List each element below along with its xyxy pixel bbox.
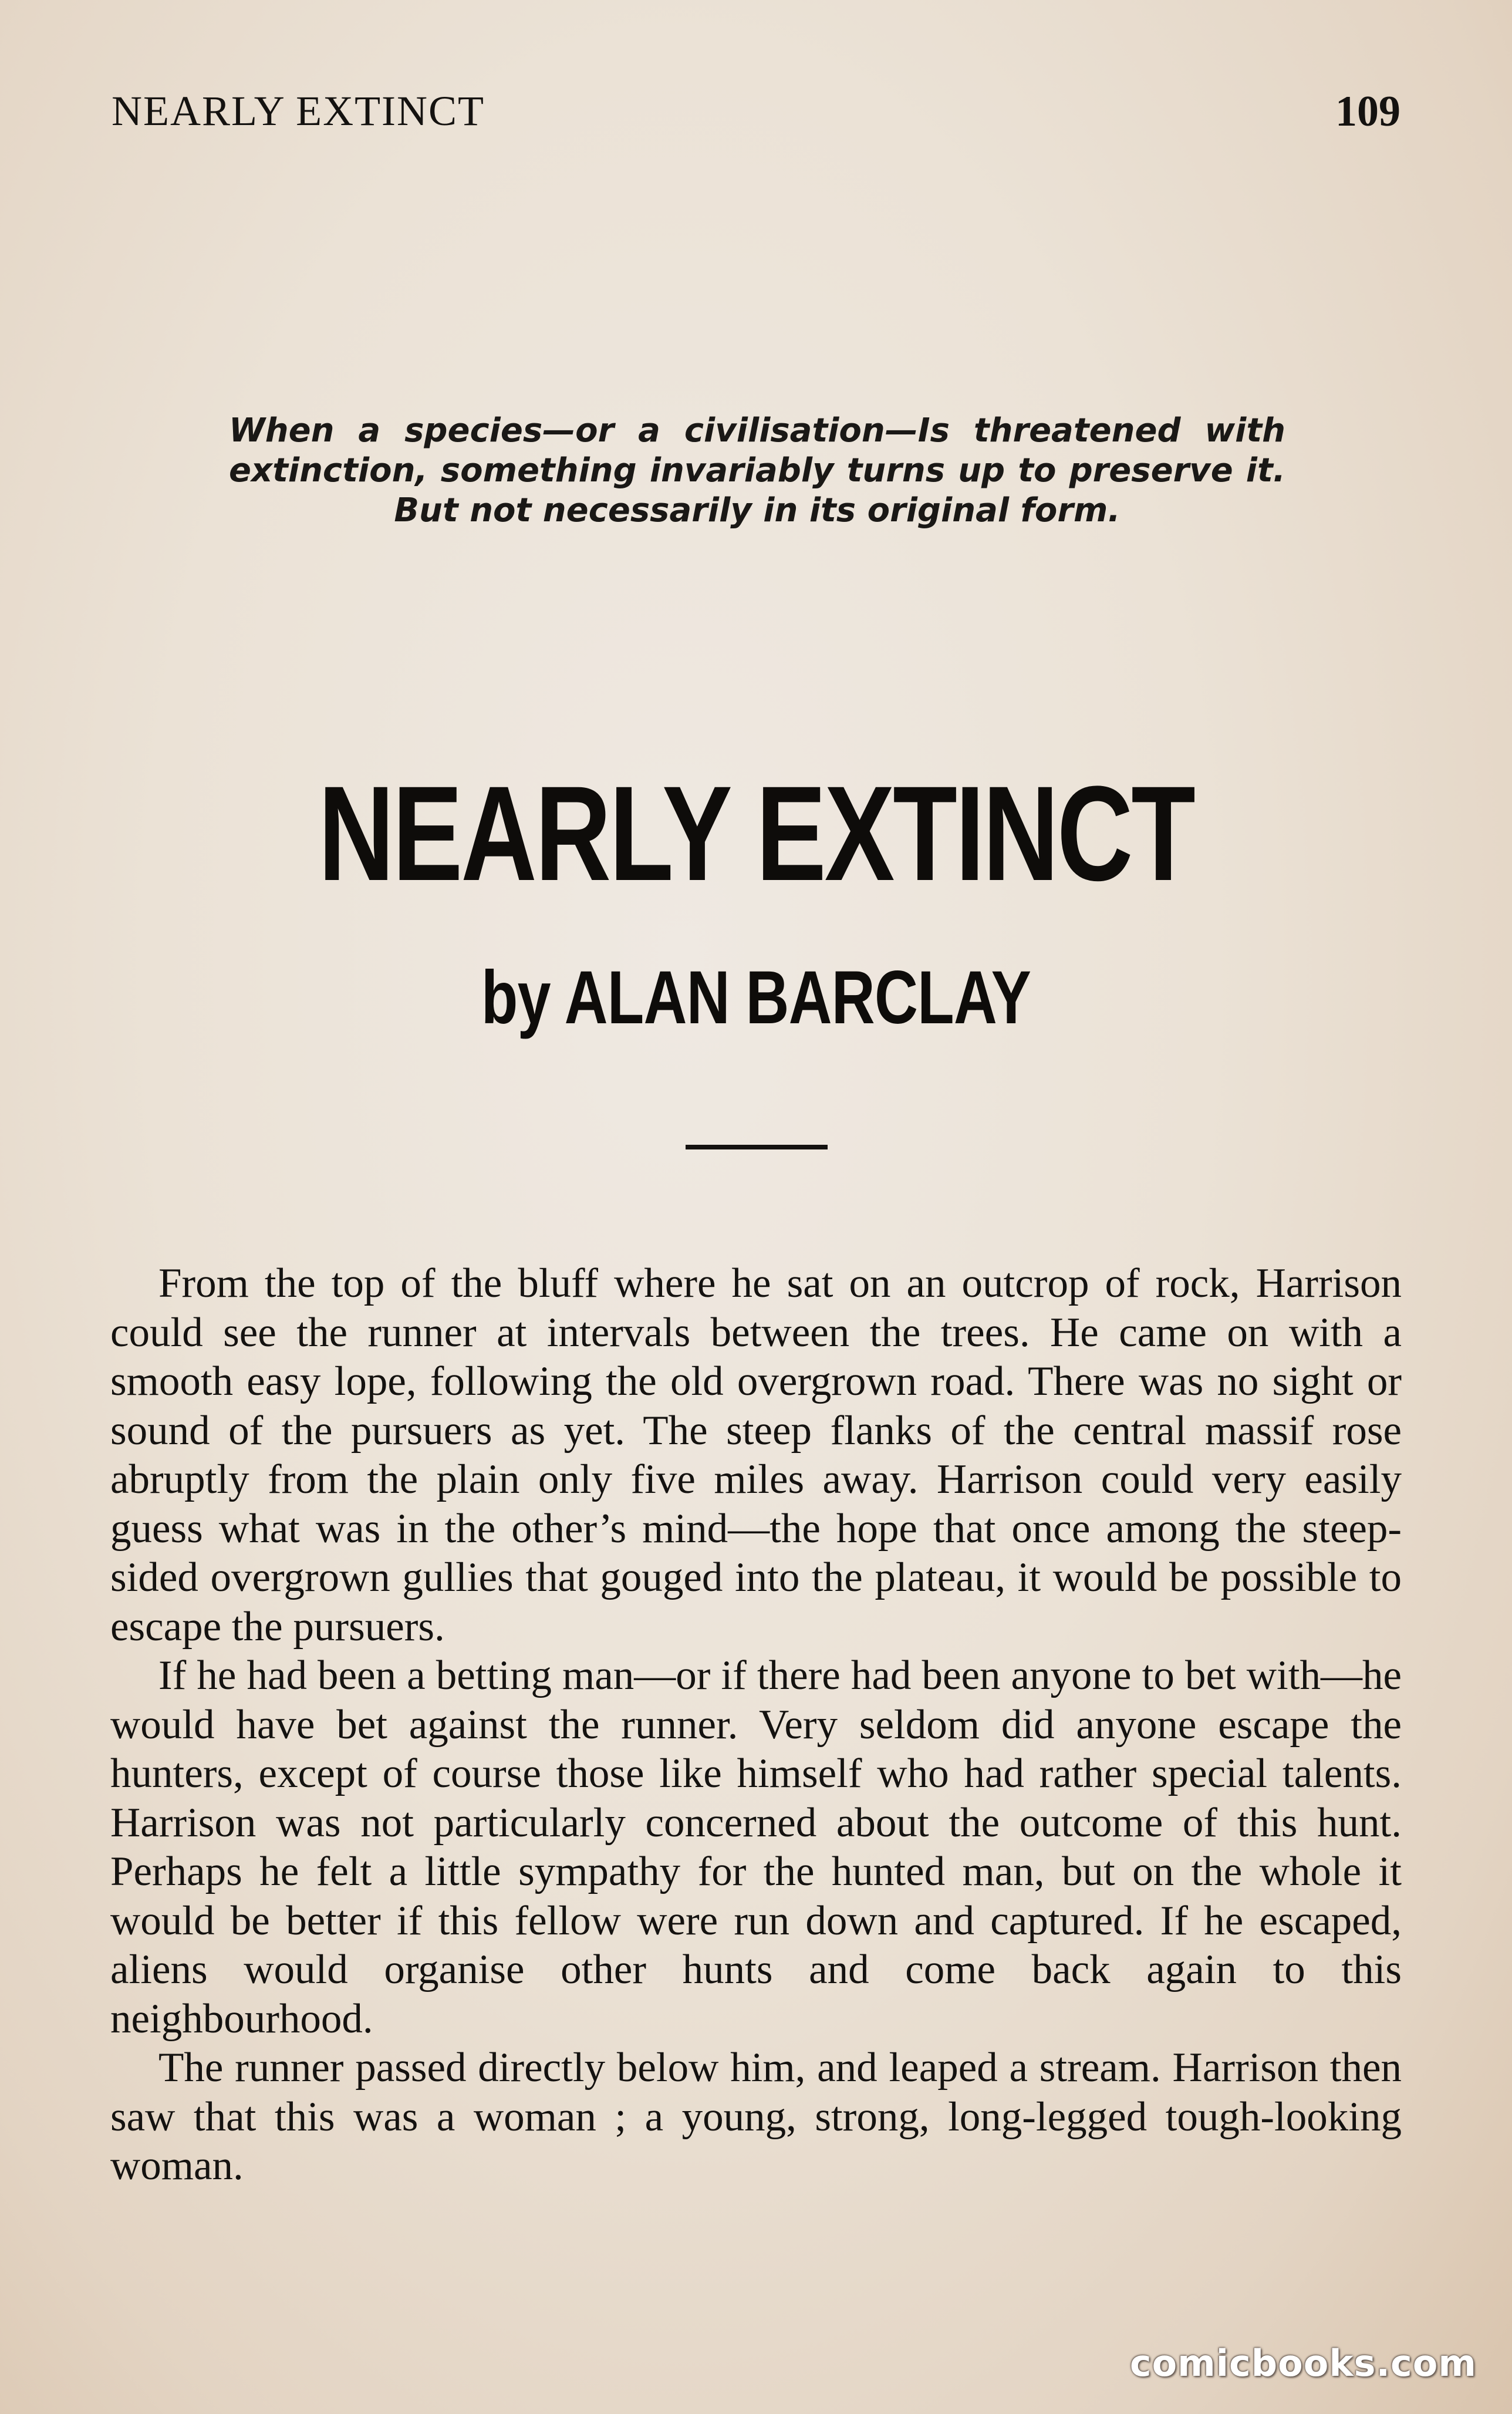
story-blurb: When a species—or a civilisation—Is threatened with extinction, something invariably turns up to preserve it. But not necessarily in its original form. <box>229 412 1285 530</box>
site-watermark: comicbooks.com <box>1129 2342 1477 2385</box>
story-title: NEARLY EXTINCT <box>318 758 1194 909</box>
author-byline: by ALAN BARCLAY <box>481 956 1031 1040</box>
running-title: NEARLY EXTINCT <box>112 87 485 134</box>
page-number: 109 <box>1335 87 1400 136</box>
body-paragraph: The runner passed directly below him, and leaped a stream. Harrison then saw that this was a woman ; a young, strong, long-legged tough-looking woman. <box>110 2045 1402 2189</box>
body-paragraph: From the top of the bluff where he sat on an outcrop of rock, Harrison could see the runner at intervals between the trees. He came on with a smooth easy lope, following the old overgrown road. There was no sight or sound of the pursuers as yet. The steep flanks of the central massif rose abruptly from the plain only five miles away. Harrison could very easily guess what was in the other’s mind—the hope that once among the steep-sided overgrown gullies that gouged into the plateau, it would be possible to escape the pursuers. <box>110 1260 1402 1650</box>
story-body <box>110 1259 1402 2191</box>
title-divider <box>686 1145 828 1149</box>
body-paragraph: If he had been a betting man—or if there had been anyone to bet with—he would have bet against the runner. Very seldom did anyone escape the hunters, except of course those like himself who had rather special talents. Harrison was not particularly concerned about the outcome of this hunt. Perhaps he felt a little sympathy for the hunted man, but on the whole it would be better if this fellow were run down and captured. If he escaped, aliens would organise other hunts and come back again to this neighbourhood. <box>110 1653 1402 2042</box>
running-head <box>112 87 1400 140</box>
